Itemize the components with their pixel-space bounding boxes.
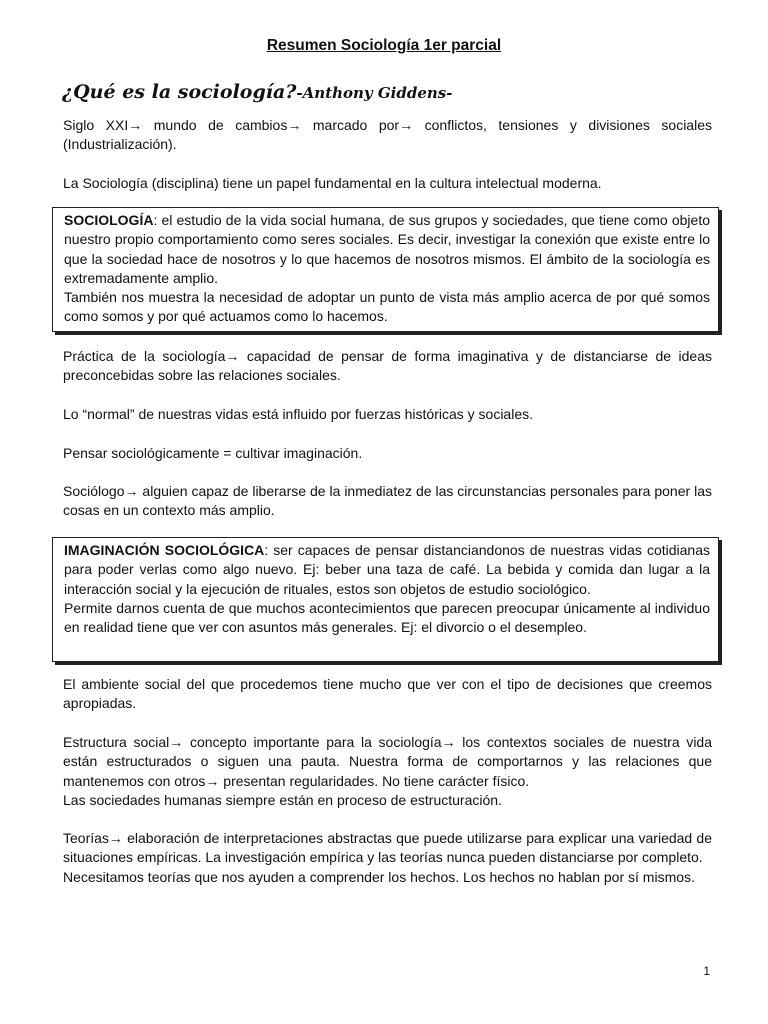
paragraph-siglo-xxi: Siglo XXI→ mundo de cambios→ marcado por→ conflictos, tensiones y divisiones sociales (Industrialización).	[63, 117, 712, 153]
paragraph-estructura	[63, 733, 712, 810]
page-number: 1	[703, 964, 710, 978]
sociologia-term: SOCIOLOGÍA	[64, 212, 154, 228]
imaginacion-definition-text: : ser capaces de pensar distanciandonos de nuestras vidas cotidianas para poder verlas como algo nuevo. Ej: beber una taza de café. La bebida y comida dan lugar a la interacción social y la ejecución de rituales, estos son objetos de estudio sociológico.	[64, 542, 710, 597]
sociologia-definition-text: : el estudio de la vida social humana, de sus grupos y sociedades, que tiene como objeto nuestro propio comportamiento como seres sociales. Es decir, investigar la conexión que existe entre lo que la sociedad hace de nosotros y lo que hacemos de nosotros mismos. El ámbito de la sociología es extremadamente amplio.	[64, 212, 710, 286]
paragraph-normal: Lo “normal” de nuestras vidas está influido por fuerzas históricas y sociales.	[63, 406, 533, 422]
paragraph-ambiente: El ambiente social del que procedemos tiene mucho que ver con el tipo de decisiones que creemos apropiadas.	[63, 676, 712, 712]
paragraph-teorias	[63, 829, 712, 887]
imaginacion-extra: Permite darnos cuenta de que muchos acontecimientos que parecen preocupar únicamente al individuo en realidad tiene que ver con asuntos más generales. Ej: el divorcio o el desempleo.	[64, 599, 710, 636]
definition-box-sociologia	[52, 207, 719, 332]
section-heading	[62, 78, 452, 106]
document-title: Resumen Sociología 1er parcial	[266, 37, 502, 54]
sociologia-extra: También nos muestra la necesidad de adoptar un punto de vista más amplio acerca de por qué somos como somos y por qué actuamos como lo hacemos.	[64, 289, 710, 325]
imaginacion-definition	[64, 541, 710, 599]
imaginacion-term: IMAGINACIÓN SOCIOLÓGICA	[64, 542, 265, 558]
definition-box-imaginacion	[52, 537, 719, 662]
hechos-text: Necesitamos teorías que nos ayuden a comprender los hechos. Los hechos no hablan por sí mismos.	[63, 868, 695, 885]
sociologia-definition	[64, 211, 710, 288]
paragraph-pensar: Pensar sociológicamente = cultivar imaginación.	[63, 445, 363, 461]
estructuracion-text: Las sociedades humanas siempre están en proceso de estructuración.	[63, 791, 502, 808]
teorias-text: Teorías→ elaboración de interpretaciones abstractas que puede utilizarse para explicar una variedad de situaciones empíricas. La investigación empírica y las teorías nunca pueden distanciarse por completo.	[63, 830, 712, 866]
paragraph-practica: Práctica de la sociología→ capacidad de pensar de forma imaginativa y de distanciarse de ideas preconcebidas sobre las relaciones sociales.	[63, 348, 712, 384]
heading-author: -Anthony Giddens-	[296, 84, 453, 102]
paragraph-disciplina: La Sociología (disciplina) tiene un papel fundamental en la cultura intelectual moderna.	[63, 175, 602, 191]
paragraph-sociologo: Sociólogo→ alguien capaz de liberarse de la inmediatez de las circunstancias personales para poner las cosas en un contexto más amplio.	[63, 483, 712, 519]
heading-question: ¿Qué es la sociología?	[62, 81, 297, 103]
estructura-text: Estructura social→ concepto importante para la sociología→ los contextos sociales de nuestra vida están estructurados o siguen una pauta. Nuestra forma de comportarnos y las relaciones que mantenemos con otros→ presentan regularidades. No tiene carácter físico.	[63, 734, 712, 789]
